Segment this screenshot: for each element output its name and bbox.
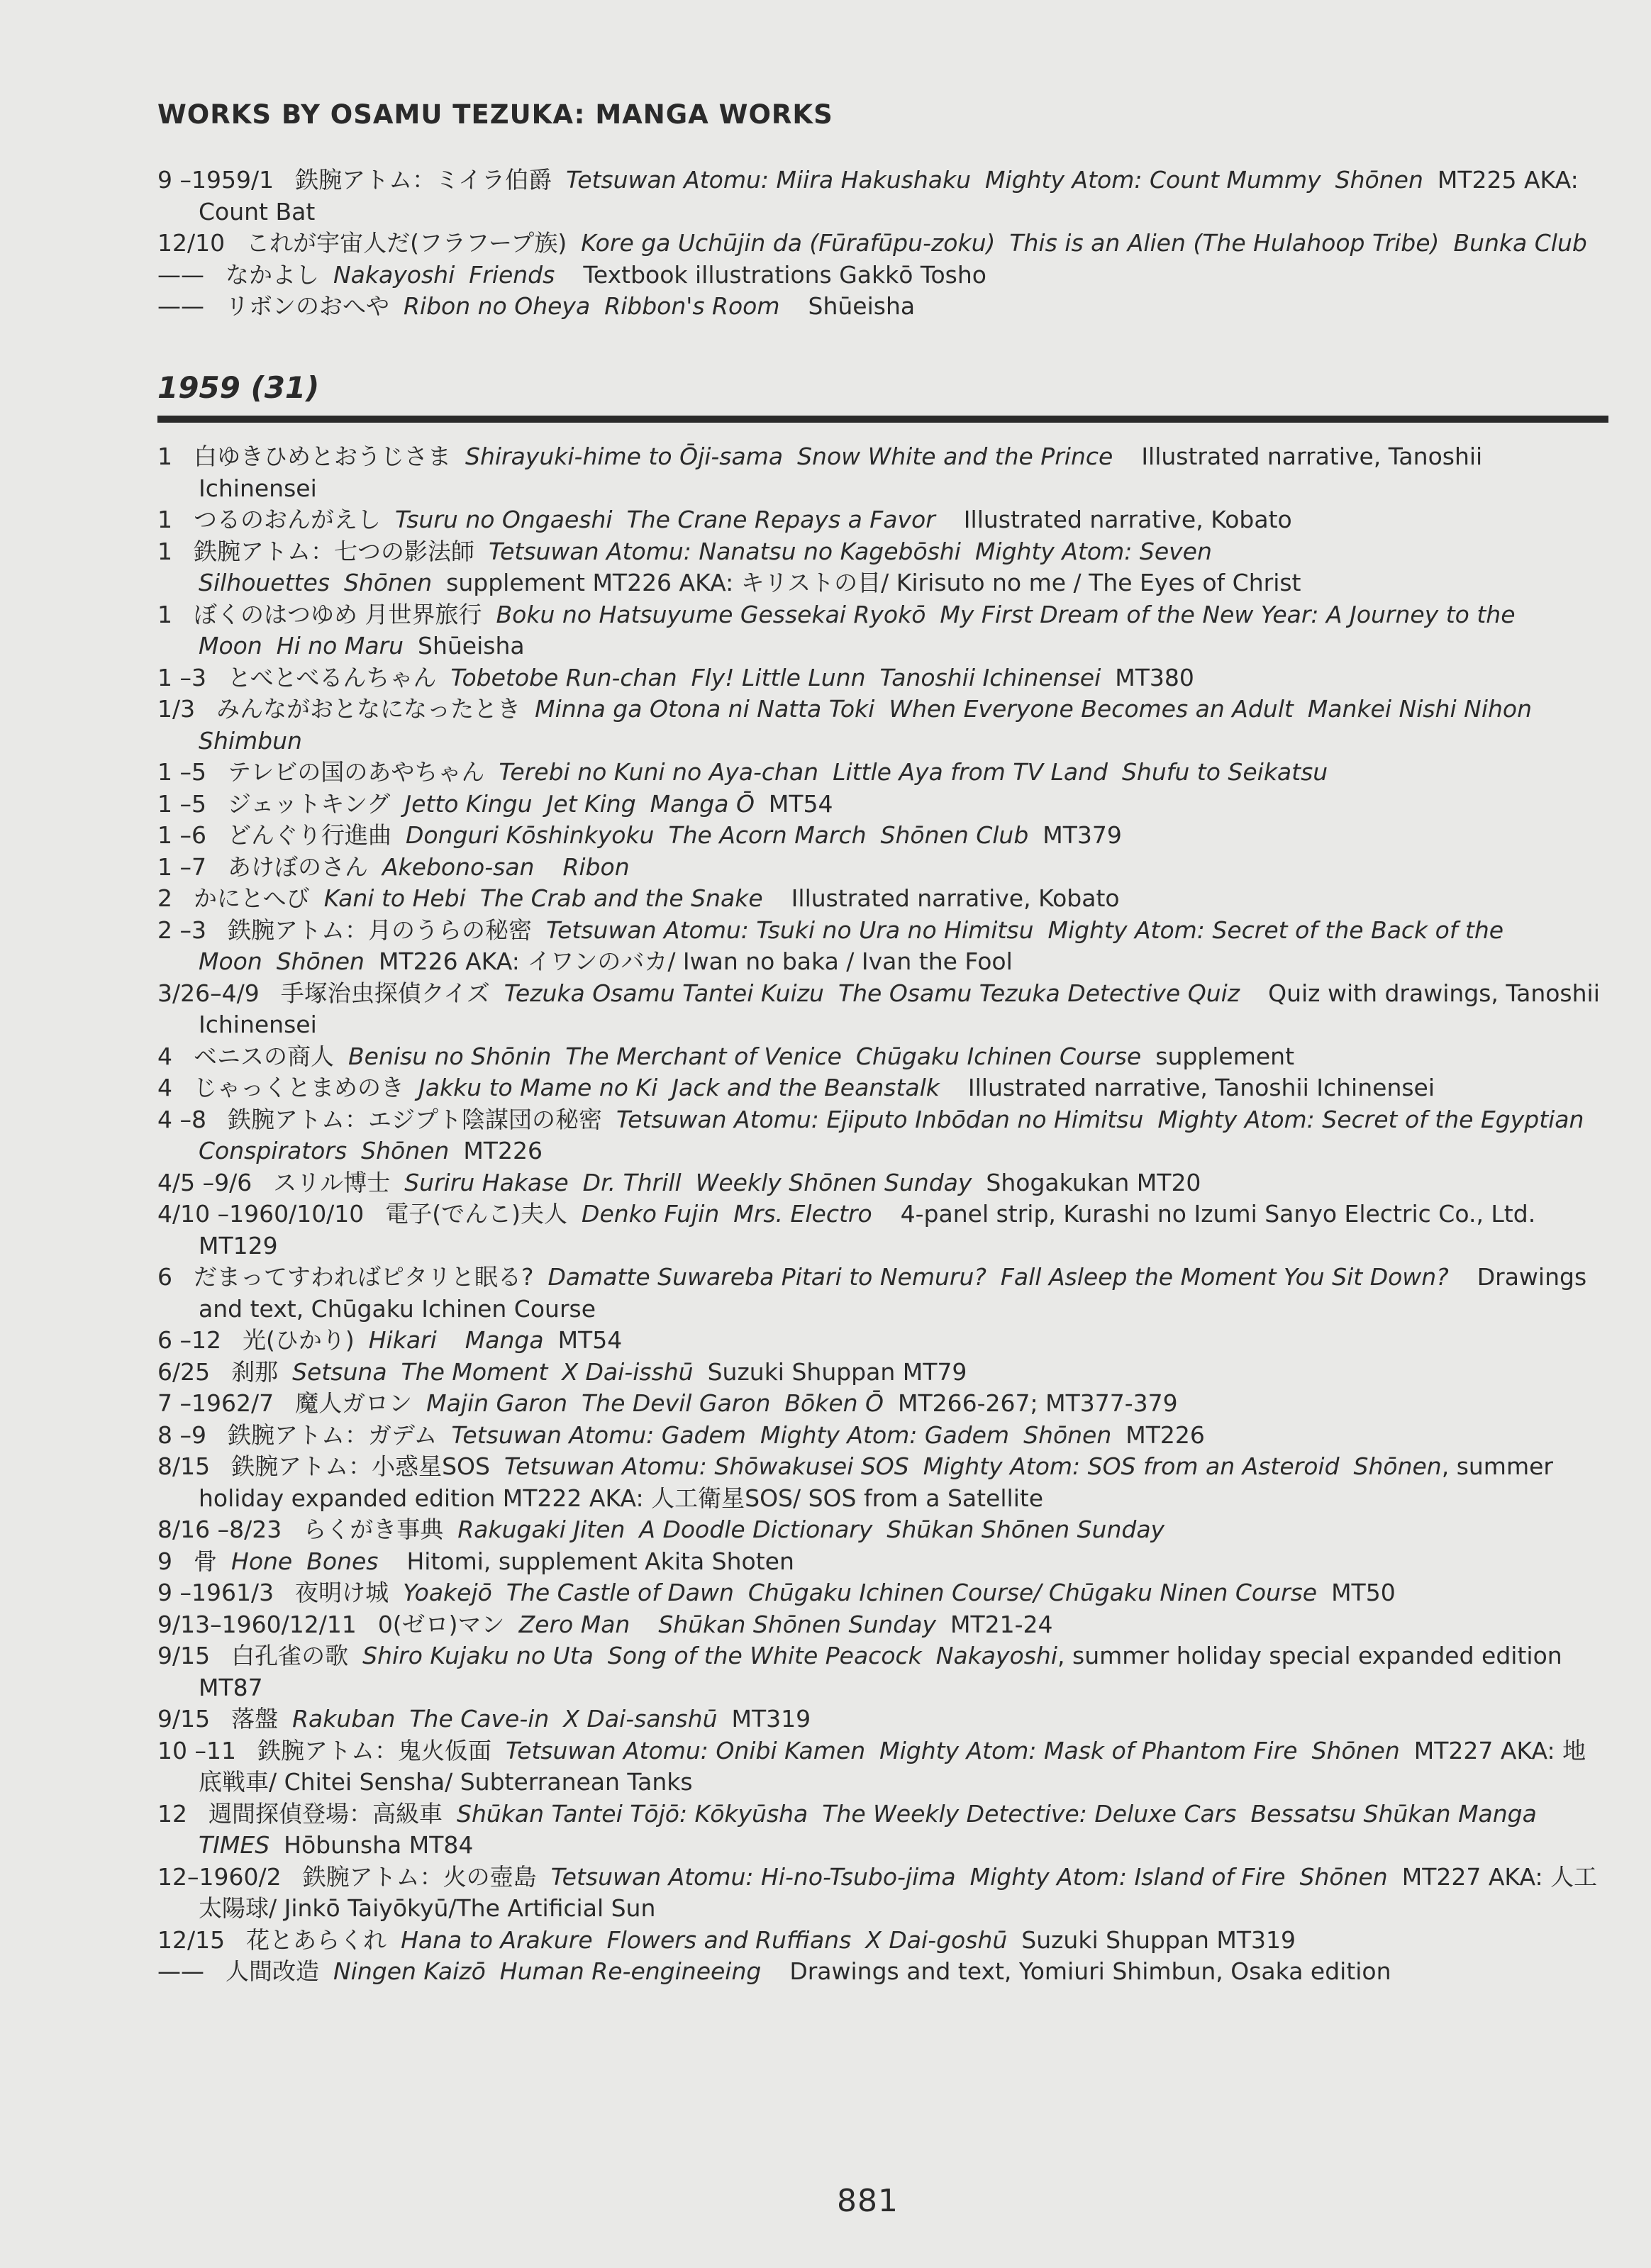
list-item: 1 –3 とべとべるんちゃん Tobetobe Run-chan Fly! Little Lunn Tanoshii Ichinensei MT380 [157, 663, 1194, 691]
list-item: 2 かにとへび Kani to Hebi The Crab and the Snake Illustrated narrative, Kobato [157, 884, 1120, 912]
list-item: 12/15 花とあらくれ Hana to Arakure Flowers and Ruffians X Dai-goshū Suzuki Shuppan MT319 [157, 1925, 1296, 1954]
list-item: 1 ぼくのはつゆめ 月世界旅行 Boku no Hatsuyume Gessekai Ryokō My First Dream of the New Year: A Journey to the Moon Hi no Maru Shūeisha [157, 600, 1516, 660]
list-item: 8/16 –8/23 らくがき事典 Rakugaki Jiten A Doodle Dictionary Shūkan Shōnen Sunday [157, 1516, 1165, 1543]
list-item: 9/15 白孔雀の歌 Shiro Kujaku no Uta Song of the White Peacock Nakayoshi, summer holiday special expanded edition MT87 [157, 1642, 1562, 1701]
list-item: 8/15 鉄腕アトム：小惑星SOS Tetsuwan Atomu: Shōwakusei SOS Mighty Atom: SOS from an Asteroid Shōnen, summer holiday expanded edition MT222 AKA: 人工衛星SOS/ SOS from a Satellite [157, 1452, 1553, 1512]
list-item: 9 –1961/3 夜明け城 Yoakejō The Castle of Dawn Chūgaku Ichinen Course/ Chūgaku Ninen Course MT50 [157, 1579, 1396, 1606]
list-item: 9 骨 Hone Bones Hitomi, supplement Akita Shoten [157, 1547, 794, 1575]
list-item: 1 鉄腕アトム：七つの影法師 Tetsuwan Atomu: Nanatsu no Kagebōshi Mighty Atom: Seven Silhouettes Shōnen supplement MT226 AKA: キリストの目/ Kirisuto no me / The Eyes of Christ [157, 537, 1301, 596]
list-item: 4/10 –1960/10/10 電子(でんこ)夫人 Denko Fujin Mrs. Electro 4-panel strip, Kurashi no Izumi Sanyo Electric Co., Ltd. MT129 [157, 1200, 1536, 1260]
list-item: 4/5 –9/6 スリル博士 Suriru Hakase Dr. Thrill Weekly Shōnen Sunday Shogakukan MT20 [157, 1168, 1201, 1196]
list-item: 1 –7 あけぼのさん Akebono-san Ribon [157, 852, 630, 881]
prior-entry: 12/10 これが宇宙人だ(フラフープ族) Kore ga Uchūjin da (Fūrafūpu-zoku) This is an Alien (The Hulahoop Tribe) Bunka Club [157, 229, 1587, 257]
list-item: 9/13–1960/12/11 0(ゼロ)マン Zero Man Shūkan Shōnen Sunday MT21-24 [157, 1610, 1053, 1638]
list-item: 1 –5 テレビの国のあやちゃん Terebi no Kuni no Aya-chan Little Aya from TV Land Shufu to Seikatsu [157, 758, 1328, 786]
list-item: 1/3 みんながおとなになったとき Minna ga Otona ni Natta Toki When Everyone Becomes an Adult Mankei Nishi Nihon Shimbun [157, 695, 1533, 755]
list-item: 12–1960/2 鉄腕アトム：火の壺島 Tetsuwan Atomu: Hi-no-Tsubo-jima Mighty Atom: Island of Fire Shōnen MT227 AKA: 人工太陽球/ Jinkō Taiyōkyū/The Artificial Sun [157, 1862, 1598, 1922]
prior-entry: —— なかよし Nakayoshi Friends Textbook illustrations Gakkō Tosho [157, 260, 986, 289]
list-item: 4 –8 鉄腕アトム：エジプト陰謀団の秘密 Tetsuwan Atomu: Ejiputo Inbōdan no Himitsu Mighty Atom: Secret of the Egyptian Conspirators Shōnen MT226 [157, 1105, 1584, 1164]
section-title: 1959 (31) [157, 370, 320, 405]
list-item: 1 –6 どんぐり行進曲 Donguri Kōshinkyoku The Acorn March Shōnen Club MT379 [157, 821, 1122, 849]
list-item: 1 つるのおんがえし Tsuru no Ongaeshi The Crane Repays a Favor Illustrated narrative, Kobato [157, 506, 1292, 533]
page-number: 881 [837, 2183, 899, 2219]
list-item: 9/15 落盤 Rakuban The Cave-in X Dai-sanshū MT319 [157, 1705, 811, 1733]
prior-entries [157, 165, 1604, 323]
section-rule [157, 416, 1608, 423]
list-item: 1 白ゆきひめとおうじさま Shirayuki-hime to Ōji-sama Snow White and the Prince Illustrated narrative, Tanoshii Ichinensei [157, 443, 1483, 502]
running-head: WORKS BY OSAMU TEZUKA: MANGA WORKS [157, 99, 833, 130]
list-item: 6 –12 光(ひかり) Hikari Manga MT54 [157, 1326, 623, 1354]
list-item: 4 じゃっくとまめのき Jakku to Mame no Ki Jack and the Beanstalk Illustrated narrative, Tanoshii Ichinensei [157, 1074, 1435, 1101]
list-item: 6 だまってすわればピタリと眠る? Damatte Suwareba Pitari to Nemuru? Fall Asleep the Moment You Sit Down? Drawings and text, Chūgaku Ichinen Course [157, 1263, 1587, 1323]
list-item: 1 –5 ジェットキング Jetto Kingu Jet King Manga Ō MT54 [157, 789, 833, 818]
list-item: —— 人間改造 Ningen Kaizō Human Re-engineeing Drawings and text, Yomiuri Shimbun, Osaka edition [157, 1957, 1391, 1985]
list-item: 4 ベニスの商人 Benisu no Shōnin The Merchant of Venice Chūgaku Ichinen Course supplement [157, 1042, 1295, 1070]
list-item: 10 –11 鉄腕アトム：鬼火仮面 Tetsuwan Atomu: Onibi Kamen Mighty Atom: Mask of Phantom Fire Shōnen MT227 AKA: 地底戦車/ Chitei Sensha/ Subterranean Tanks [157, 1736, 1586, 1796]
list-item: 8 –9 鉄腕アトム：ガデム Tetsuwan Atomu: Gadem Mighty Atom: Gadem Shōnen MT226 [157, 1421, 1205, 1449]
list-item: 2 –3 鉄腕アトム：月のうらの秘密 Tetsuwan Atomu: Tsuki no Ura no Himitsu Mighty Atom: Secret of the Back of the Moon Shōnen MT226 AKA: イワンのバカ/ Iwan no baka / Ivan the Fool [157, 916, 1504, 975]
prior-entry: 9 –1959/1 鉄腕アトム：ミイラ伯爵 Tetsuwan Atomu: Miira Hakushaku Mighty Atom: Count Mummy Shōnen MT225 AKA: Count Bat [157, 166, 1579, 226]
prior-entry: —— リボンのおへや Ribon no Oheya Ribbon's Room Shūeisha [157, 292, 916, 320]
list-item: 6/25 刹那 Setsuna The Moment X Dai-isshū Suzuki Shuppan MT79 [157, 1357, 967, 1386]
list-item: 7 –1962/7 魔人ガロン Majin Garon The Devil Garon Bōken Ō MT266-267; MT377-379 [157, 1389, 1178, 1417]
list-item: 12 週間探偵登場：高級車 Shūkan Tantei Tōjō: Kōkyūsha The Weekly Detective: Deluxe Cars Bessatsu Shūkan Manga TIMES Hōbunsha MT84 [157, 1799, 1537, 1859]
entries-list [157, 441, 1604, 1988]
list-item: 3/26–4/9 手塚治虫探偵クイズ Tezuka Osamu Tantei Kuizu The Osamu Tezuka Detective Quiz Quiz with drawings, Tanoshii Ichinensei [157, 979, 1600, 1038]
